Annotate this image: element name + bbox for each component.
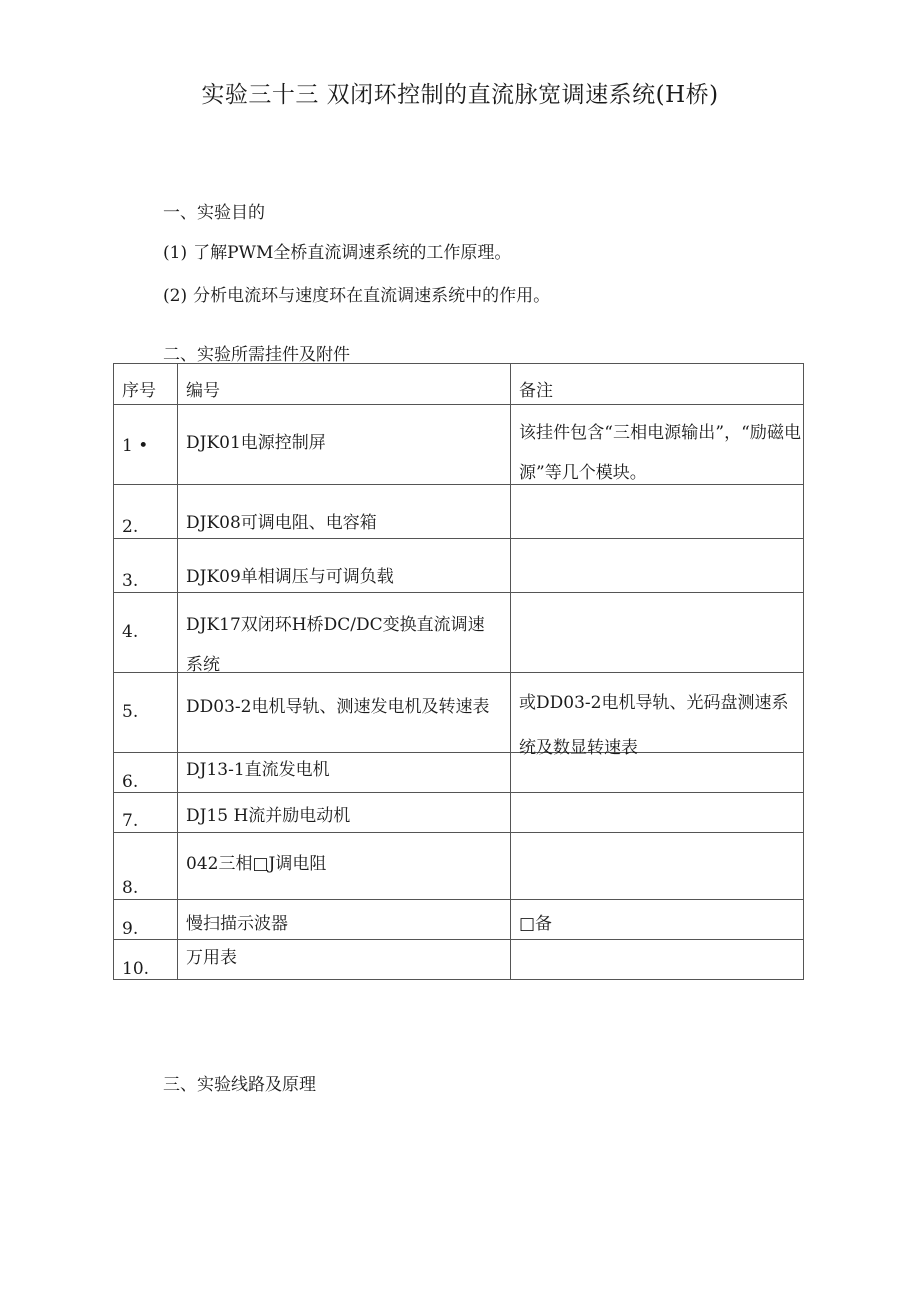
- table-row: [114, 593, 804, 673]
- row-name-cell: [178, 405, 511, 485]
- row-name-cell: [178, 593, 511, 673]
- page-title: 实验三十三 双闭环控制的直流脉宽调速系统(H桥): [201, 82, 719, 108]
- row-num: 1 •: [122, 436, 149, 456]
- header-cell: [114, 364, 178, 405]
- objective-item: [163, 238, 511, 263]
- row-name-cell: [178, 485, 511, 539]
- row-num: 9.: [122, 919, 139, 939]
- table-row: [114, 833, 804, 900]
- table-row: [114, 753, 804, 793]
- row-num-cell: [114, 833, 178, 900]
- row-name: 慢扫描示波器: [186, 914, 288, 934]
- row-num: 6.: [122, 772, 139, 792]
- table-row: [114, 673, 804, 753]
- table-row: [114, 940, 804, 980]
- row-note-cell: [511, 673, 804, 758]
- row-name-cell: [178, 793, 511, 833]
- row-num-cell: [114, 900, 178, 940]
- row-note-cell: [511, 940, 804, 980]
- row-name: DD03-2电机导轨、测速发电机及转速表: [186, 697, 490, 717]
- row-name: DJK01电源控制屏: [186, 433, 326, 453]
- objective-item: [163, 281, 550, 306]
- row-name: DJ13-1直流发电机: [186, 760, 330, 780]
- row-note-cell: [511, 405, 804, 485]
- table-header-row: [114, 364, 804, 405]
- section-heading-equipment: 二、实验所需挂件及附件: [163, 345, 350, 365]
- equipment-table: [113, 363, 804, 980]
- row-num-cell: [114, 593, 178, 673]
- header-note: 备注: [519, 381, 553, 401]
- section-heading-objectives: 一、实验目的: [163, 203, 265, 223]
- row-num-cell: [114, 539, 178, 593]
- row-name-cell: [178, 673, 511, 753]
- row-note-cell: [511, 485, 804, 539]
- row-name: DJK08可调电阻、电容箱: [186, 513, 377, 533]
- row-note-cell: [511, 593, 804, 673]
- row-num: 8.: [122, 878, 139, 898]
- table-row: [114, 793, 804, 833]
- row-num-cell: [114, 405, 178, 485]
- row-num-cell: [114, 753, 178, 793]
- row-name-cell: [178, 900, 511, 940]
- row-num-cell: [114, 793, 178, 833]
- row-name-cell: [178, 833, 511, 900]
- row-num: 10.: [122, 959, 150, 979]
- row-note: 该挂件包含“三相电源输出”，“励磁电源”等几个模块。: [519, 423, 801, 483]
- row-num-cell: [114, 673, 178, 753]
- table-row: [114, 539, 804, 593]
- objective-number: (1): [163, 243, 188, 263]
- header-name: 编号: [186, 381, 220, 401]
- header-cell: [511, 364, 804, 405]
- row-note-cell: [511, 793, 804, 833]
- objective-text: 分析电流环与速度环在直流调速系统中的作用。: [193, 286, 551, 306]
- row-name: 万用表: [186, 948, 237, 968]
- table-row: [114, 485, 804, 539]
- row-name: DJK17双闭环H桥DC/DC变换直流调速系统: [186, 615, 485, 675]
- header-cell: [178, 364, 511, 405]
- objective-text: 了解PWM全桥直流调速系统的工作原理。: [193, 243, 512, 263]
- row-note-cell: [511, 539, 804, 593]
- section-heading-circuit: 三、实验线路及原理: [163, 1075, 316, 1095]
- row-name-cell: [178, 753, 511, 793]
- row-num: 4.: [122, 622, 139, 642]
- row-name-cell: [178, 940, 511, 980]
- row-num: 3.: [122, 571, 139, 591]
- row-name-cell: [178, 539, 511, 593]
- row-note-cell: [511, 833, 804, 900]
- row-num: 2.: [122, 517, 139, 537]
- row-note: 或DD03-2电机导轨、光码盘测速系统及数显转速表: [519, 693, 789, 758]
- row-name: 042三相□J调电阻: [186, 854, 327, 874]
- row-num-cell: [114, 940, 178, 980]
- row-name: DJ15 H流并励电动机: [186, 806, 351, 826]
- row-name: DJK09单相调压与可调负载: [186, 567, 394, 587]
- row-note: □备: [519, 914, 553, 934]
- row-note-cell: [511, 900, 804, 940]
- objective-number: (2): [163, 286, 188, 306]
- row-num: 7.: [122, 811, 139, 831]
- table-row: [114, 405, 804, 485]
- header-num: 序号: [122, 381, 156, 401]
- row-num-cell: [114, 485, 178, 539]
- table-row: [114, 900, 804, 940]
- row-num: 5.: [122, 702, 139, 722]
- row-note-cell: [511, 753, 804, 793]
